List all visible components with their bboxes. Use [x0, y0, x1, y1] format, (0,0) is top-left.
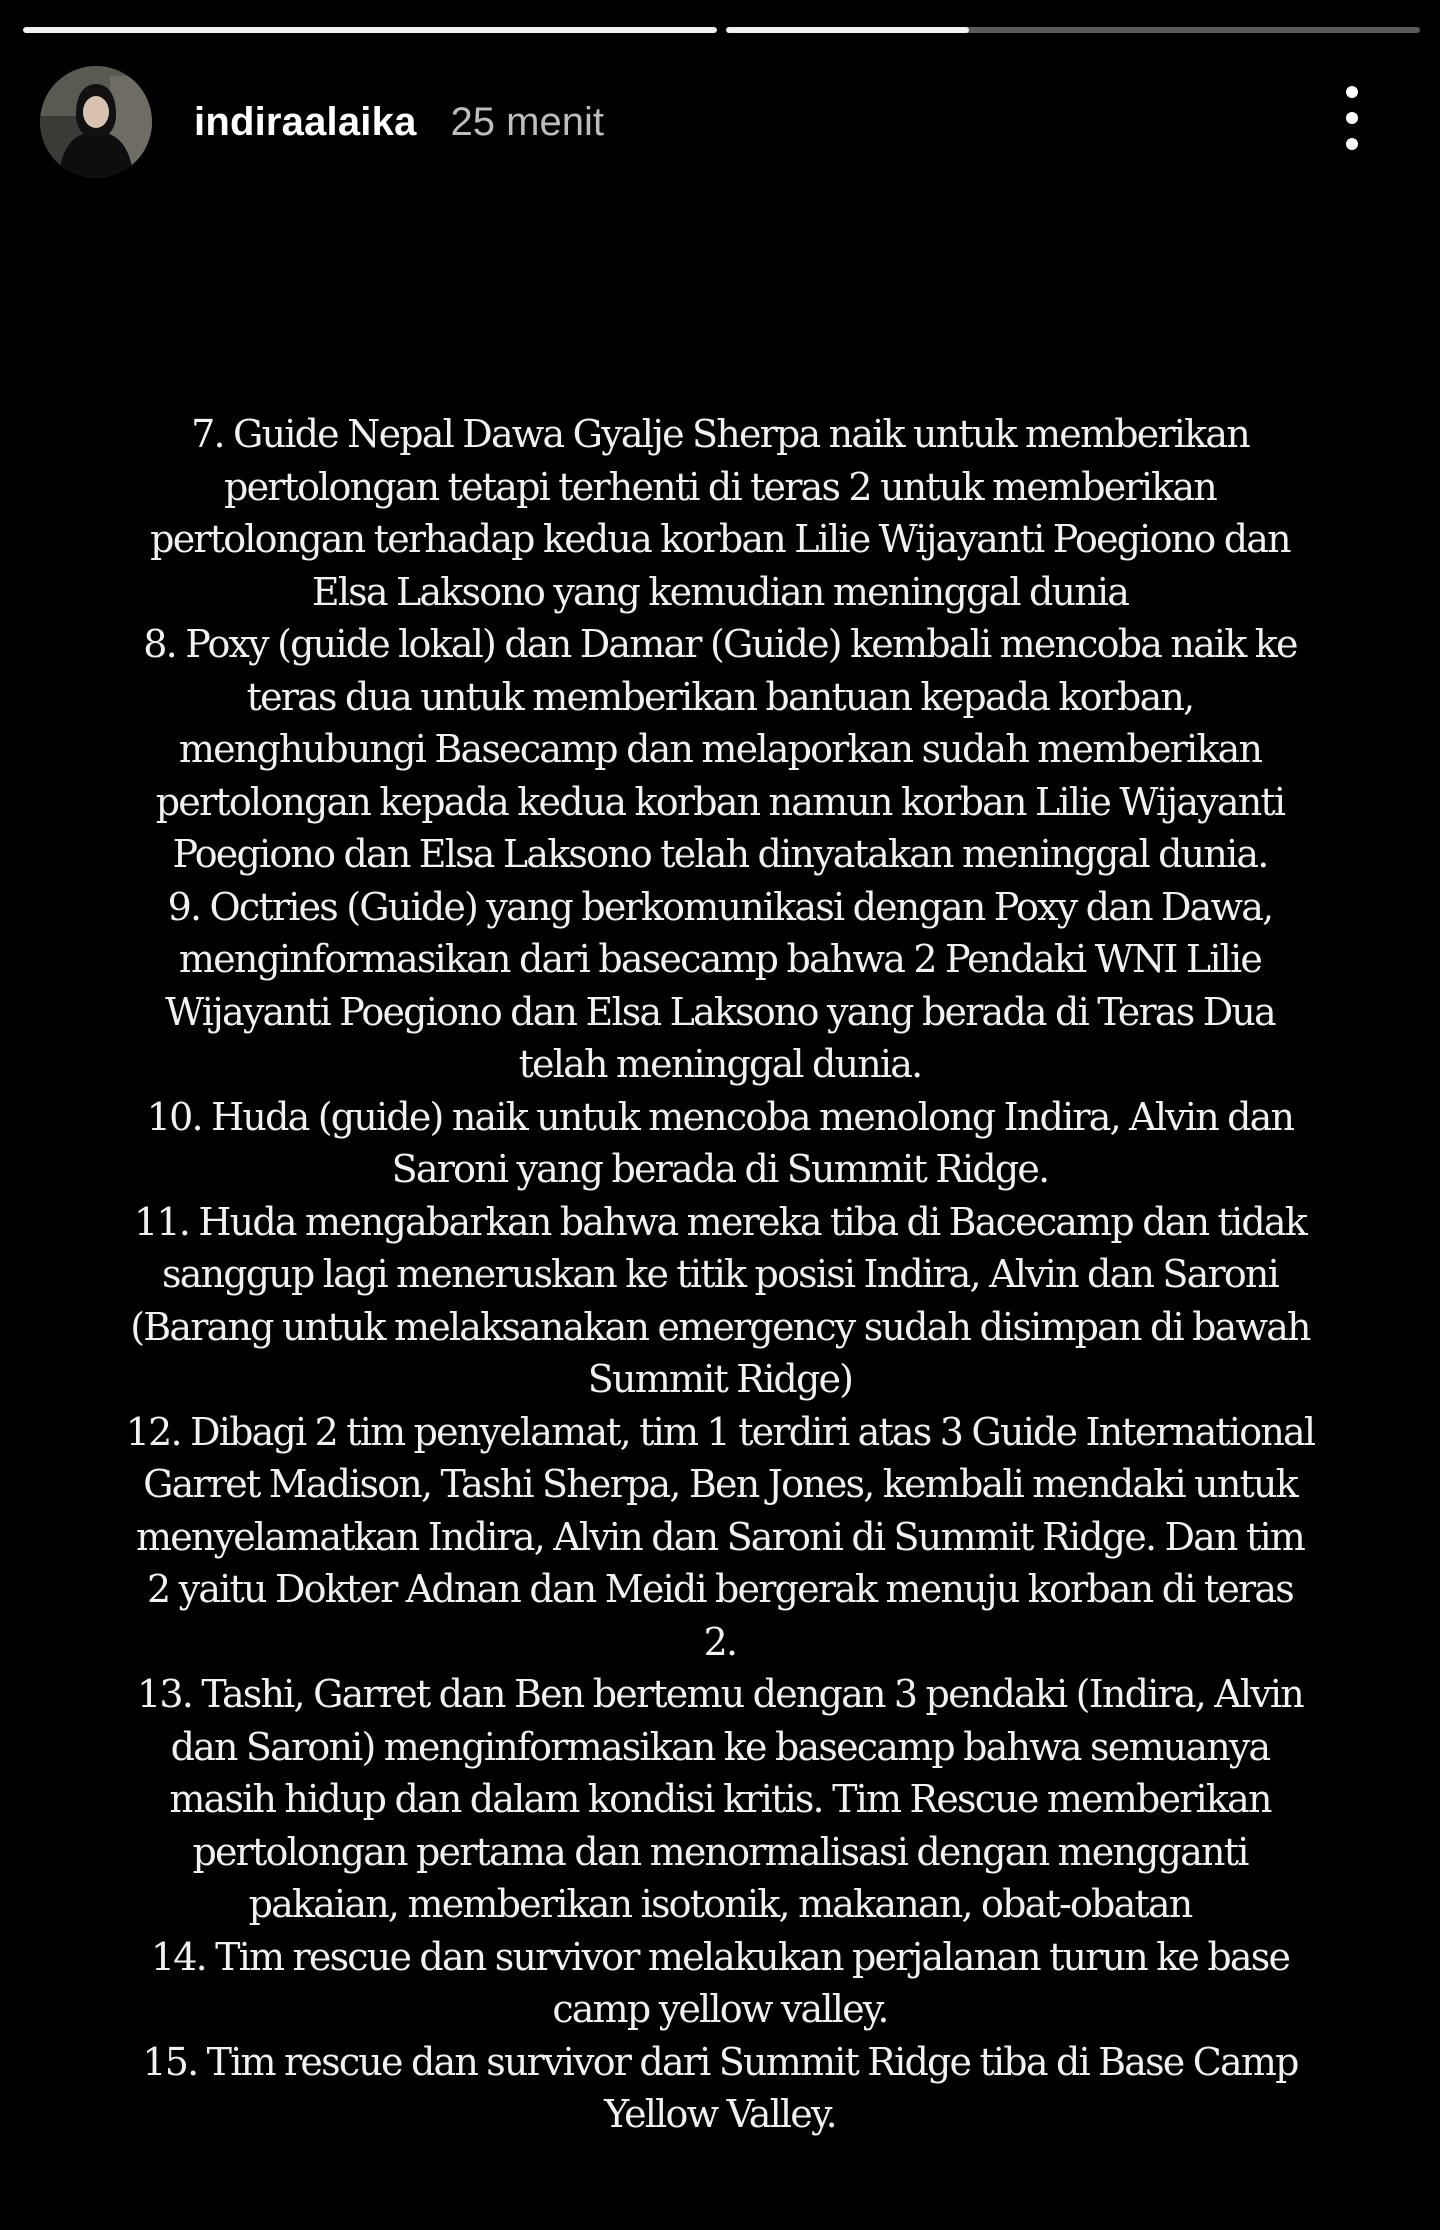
story-text-line: 13. Tashi, Garret dan Ben bertemu dengan 3 pendaki (Indira, Alvin — [137, 1672, 1303, 1716]
story-text — [70, 408, 1370, 2141]
avatar-image — [40, 66, 152, 178]
story-text-line: 9. Octries (Guide) yang berkomunikasi dengan Poxy dan Dawa, — [167, 884, 1273, 929]
story-text-line: Saroni yang berada di Summit Ridge. — [391, 1147, 1049, 1191]
story-text-line: masih hidup dan dalam kondisi kritis. Tim Rescue memberikan — [169, 1777, 1271, 1821]
story-text-line: Summit Ridge) — [587, 1357, 853, 1401]
story-text-line: camp yellow valley. — [552, 1987, 888, 2031]
story-progress-bar — [23, 27, 1420, 33]
story-text-line: pertolongan kepada kedua korban namun korban Lilie Wijayanti — [155, 779, 1285, 824]
story-text-line: pertolongan terhadap kedua korban Lilie Wijayanti Poegiono dan — [150, 517, 1290, 561]
story-text-line: (Barang untuk melaksanakan emergency sudah disimpan di bawah — [130, 1304, 1310, 1349]
username[interactable]: indiraalaika — [194, 99, 417, 144]
story-text-line: Poegiono dan Elsa Laksono telah dinyatakan meninggal dunia. — [172, 832, 1268, 876]
post-time: 25 menit — [450, 99, 604, 144]
story-text-line: 8. Poxy (guide lokal) dan Damar (Guide) kembali mencoba naik ke — [143, 622, 1297, 666]
story-text-line: dan Saroni) menginformasikan ke basecamp bahwa semuanya — [170, 1724, 1270, 1769]
progress-segment — [23, 27, 717, 33]
story-text-line: Yellow Valley. — [604, 2092, 836, 2136]
story-text-line: Garret Madison, Tashi Sherpa, Ben Jones, kembali mendaki untuk — [143, 1462, 1297, 1506]
story-text-line: pertolongan pertama dan menormalisasi dengan mengganti — [192, 1829, 1248, 1874]
progress-segment-fill — [726, 27, 969, 33]
story-text-line: pertolongan tetapi terhenti di teras 2 untuk memberikan — [224, 464, 1216, 509]
story-text-line: sanggup lagi meneruskan ke titik posisi Indira, Alvin dan Saroni — [162, 1252, 1278, 1296]
more-vertical-icon[interactable] — [1342, 86, 1362, 156]
story-text-line: 7. Guide Nepal Dawa Gyalje Sherpa naik untuk memberikan — [191, 412, 1249, 456]
progress-segment-fill — [23, 27, 717, 33]
story-text-line: 15. Tim rescue dan survivor dari Summit Ridge tiba di Base Camp — [142, 2039, 1298, 2084]
story-text-line: 14. Tim rescue dan survivor melakukan perjalanan turun ke base — [150, 1934, 1290, 1979]
story-text-line: menginformasikan dari basecamp bahwa 2 Pendaki WNI Lilie — [178, 937, 1262, 981]
story-text-line: menghubungi Basecamp dan melaporkan sudah memberikan — [178, 727, 1262, 771]
story-text-line: Wijayanti Poegiono dan Elsa Laksono yang berada di Teras Dua — [165, 989, 1275, 1034]
story-text-line: 11. Huda mengabarkan bahwa mereka tiba di Bacecamp dan tidak — [134, 1199, 1306, 1244]
story-text-line: telah meninggal dunia. — [518, 1042, 922, 1086]
story-header — [40, 64, 1400, 180]
story-text-line: 2. — [703, 1619, 737, 1664]
story-text-line: 2 yaitu Dokter Adnan dan Meidi bergerak menuju korban di teras — [147, 1567, 1293, 1611]
avatar[interactable] — [40, 66, 152, 178]
story-text-line: Elsa Laksono yang kemudian meninggal dunia — [311, 569, 1129, 614]
story-text-line: pakaian, memberikan isotonik, makanan, obat-obatan — [248, 1882, 1192, 1926]
story-text-line: 10. Huda (guide) naik untuk mencoba menolong Indira, Alvin dan — [146, 1094, 1294, 1139]
progress-segment — [726, 27, 1420, 33]
story-text-line: teras dua untuk memberikan bantuan kepada korban, — [246, 674, 1194, 719]
story-text-line: 12. Dibagi 2 tim penyelamat, tim 1 terdiri atas 3 Guide International — [125, 1409, 1315, 1454]
story-text-line: menyelamatkan Indira, Alvin dan Saroni di Summit Ridge. Dan tim — [135, 1514, 1305, 1559]
